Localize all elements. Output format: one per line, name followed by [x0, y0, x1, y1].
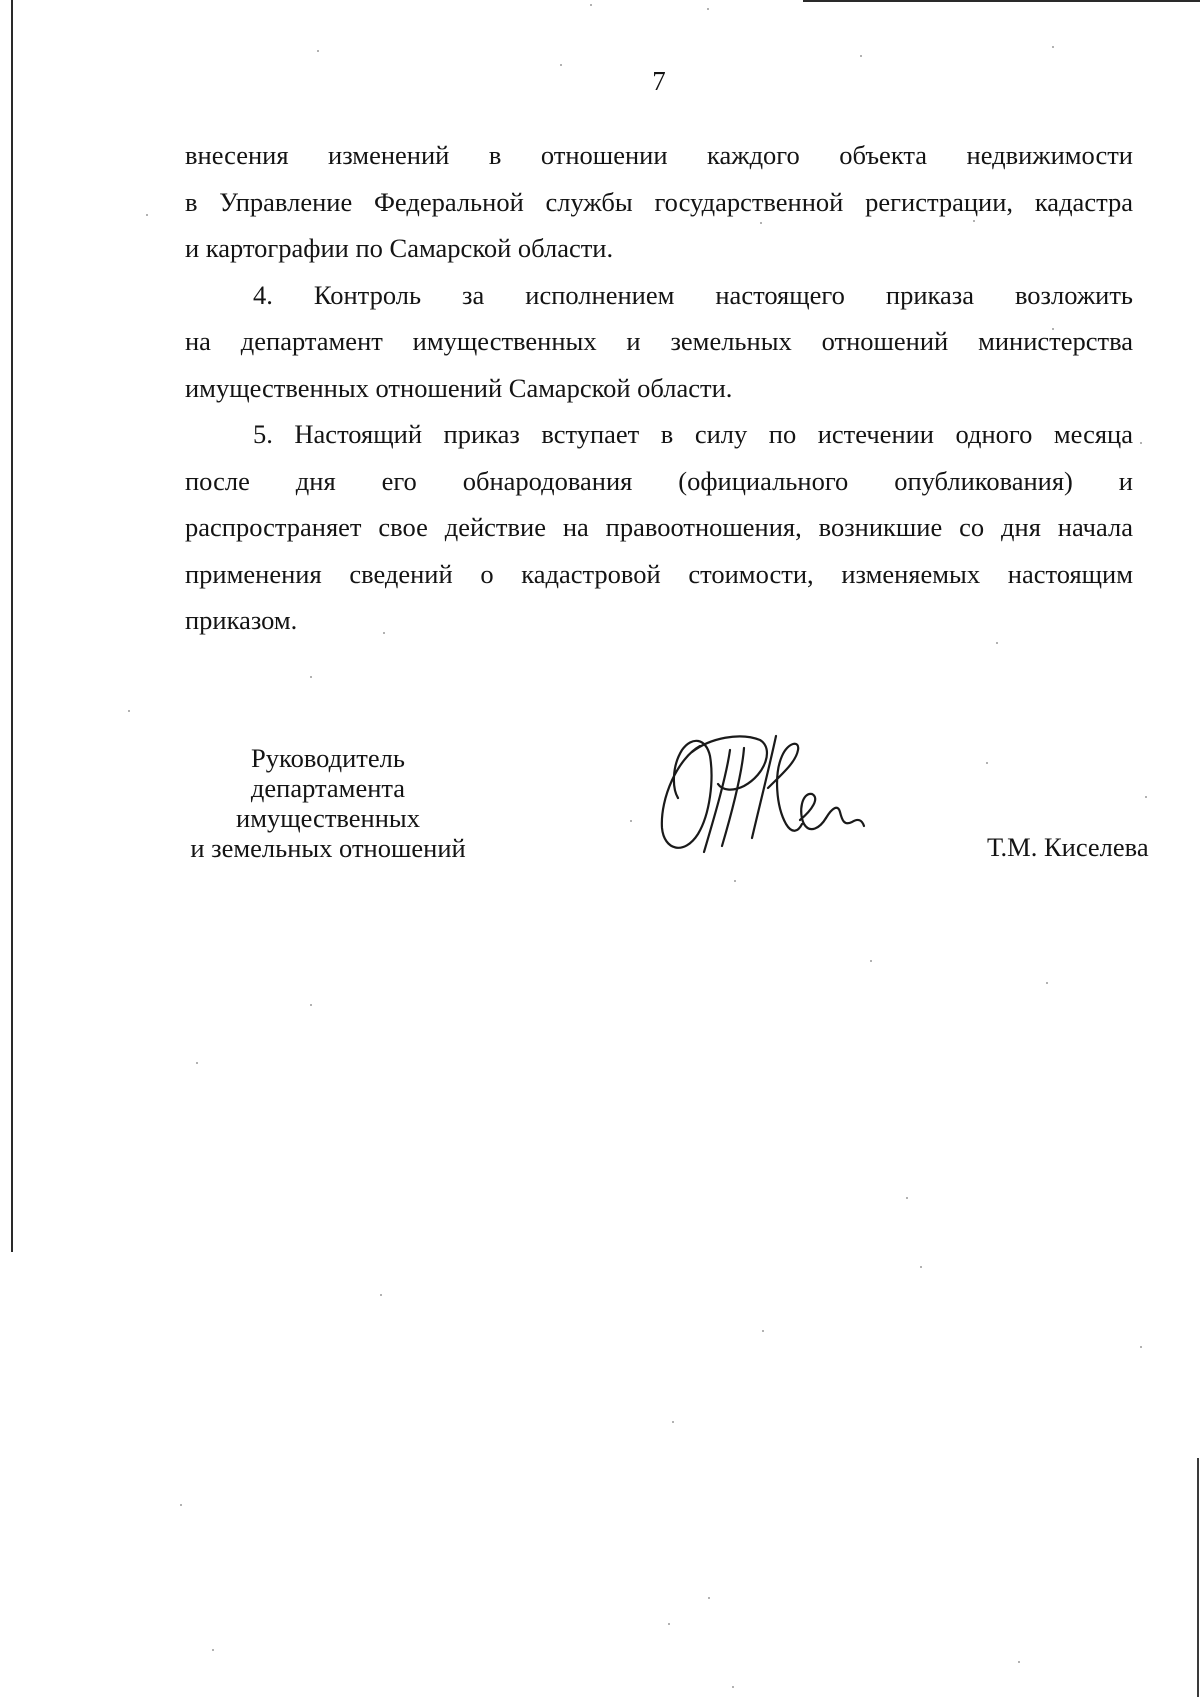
- scan-edge-right: [1197, 1458, 1199, 1697]
- body-line: в Управление Федеральной службы государственной регистрации, кадастра: [185, 186, 1133, 217]
- scan-edge-top: [803, 0, 1200, 2]
- document-body: [185, 132, 1133, 644]
- body-line: на департамент имущественных и земельных отношений министерства: [185, 326, 1133, 356]
- body-line: 4. Контроль за исполнением настоящего приказа возложить: [253, 279, 1133, 310]
- signatory-title-line: департамента: [250, 773, 406, 803]
- body-line: приказом.: [185, 605, 298, 635]
- body-line: имущественных отношений Самарской области.: [185, 372, 733, 403]
- scan-edge-left: [11, 0, 13, 1252]
- handwritten-signature: [648, 728, 870, 860]
- body-line: внесения изменений в отношении каждого объекта недвижимости: [185, 140, 1133, 170]
- signatory-title-line: Руководитель: [251, 743, 405, 773]
- signatory-title-line: и земельных отношений: [190, 833, 466, 863]
- body-line: распространяет свое действие на правоотношения, возникшие со дня начала: [185, 512, 1133, 542]
- body-line: после дня его обнародования (официального опубликования) и: [185, 465, 1133, 496]
- body-line: и картографии по Самарской области.: [185, 233, 614, 263]
- signatory-title: [150, 743, 506, 863]
- page-number: 7: [652, 66, 666, 96]
- body-line: 5. Настоящий приказ вступает в силу по истечении одного месяца: [253, 419, 1133, 449]
- signer-name: Т.М. Киселева: [987, 832, 1149, 862]
- body-line: применения сведений о кадастровой стоимости, изменяемых настоящим: [185, 558, 1133, 589]
- signatory-title-line: имущественных: [236, 803, 420, 833]
